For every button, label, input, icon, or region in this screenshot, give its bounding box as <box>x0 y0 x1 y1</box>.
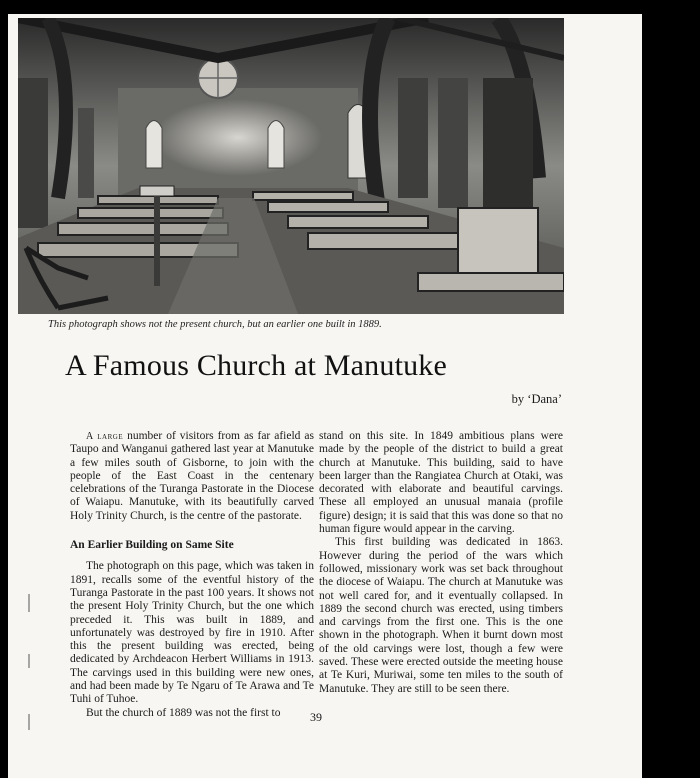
section-subheading: An Earlier Building on Same Site <box>70 539 234 552</box>
article-byline: by ‘Dana’ <box>511 392 562 406</box>
margin-mark <box>28 714 30 730</box>
church-interior-photo <box>18 18 564 314</box>
body-paragraph: But the church of 1889 was not the first to <box>86 706 281 719</box>
article-column-right <box>319 430 563 696</box>
church-interior-illustration <box>18 18 564 314</box>
drop-lead-words: A large <box>86 431 124 442</box>
body-paragraph: This first building was dedicated in 1863. However during the period of the wars which followed, missionary work was set back throughout the diocese of Waiapu. The church at Manutuke was not well cared for, and it eventually collapsed. In 1889 the second church was erected, using timbers and carvings from the first one. This is the one shown in the photograph. When it burnt down most of the old carvings were lost, though a few were saved. These were erected outside the meeting house at Te Kuri, Muriwai, some ten miles to the south of Manutuke. They are still to be seen there. <box>319 536 563 695</box>
page-number: 39 <box>310 710 322 724</box>
body-paragraph: stand on this site. In 1849 ambitious plans were made by the people of the district to build a great church at Manutuke. This building, said to have been larger than the Rangiatea Church at Otaki, was decorated with elaborate and beautiful carvings. These all employed an unusual manaia (profile figure) design; it is said that this was done so that no human figure would appear in the carving. <box>319 430 563 536</box>
photo-caption: This photograph shows not the present church, but an earlier one built in 1889. <box>48 319 382 330</box>
margin-mark <box>28 594 30 612</box>
article-title: A Famous Church at Manutuke <box>65 349 448 382</box>
body-paragraph: The photograph on this page, which was taken in 1891, recalls some of the eventful history of the Turanga Pastorate in the past 100 years. It shows not the present Holy Trinity Church, but the one which preceded it. This was built in 1889, and unfortunately was destroyed by fire in 1910. After this the present building was erected, being dedicated by Archdeacon Herbert Williams in 1913. The carvings used in this building were new ones, and had been made by Te Ngaru of Te Arawa and Te Tuhi of Tuhoe. <box>70 560 314 706</box>
magazine-page <box>8 14 642 778</box>
intro-paragraph <box>70 430 314 523</box>
article-column-left <box>70 430 314 720</box>
margin-mark <box>28 654 30 668</box>
intro-text: number of visitors from as far afield as Taupo and Wanganui gathered last year at Manutuke a few miles south of Gisborne, to join with the people of the East Coast in the centenary celebrations of the Turanga Pastorate in the Diocese of Waiapu. Manutuke, with its beautifully carved Holy Trinity Church, is the centre of the pastorate. <box>70 430 314 522</box>
